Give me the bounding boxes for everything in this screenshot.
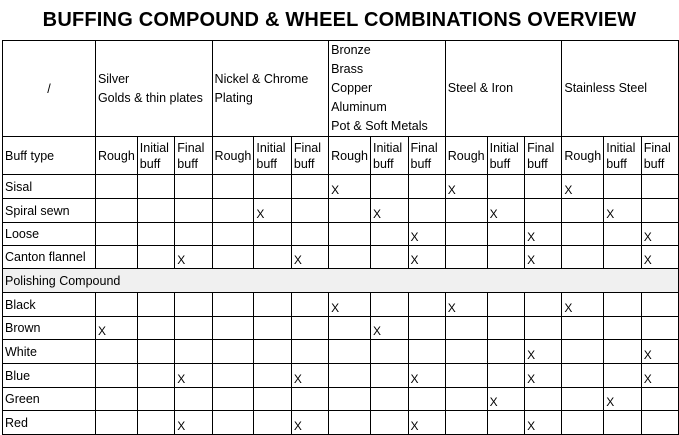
mark-cell bbox=[604, 364, 642, 388]
mark-cell bbox=[212, 223, 254, 246]
metal-name: Pot & Soft Metals bbox=[331, 119, 428, 133]
mark-cell bbox=[487, 293, 525, 317]
mark-cell bbox=[212, 388, 254, 411]
mark-cell bbox=[445, 364, 487, 388]
section-row bbox=[3, 269, 679, 293]
row-label: Loose bbox=[3, 223, 96, 246]
mark-cell bbox=[604, 223, 642, 246]
mark-cell bbox=[175, 223, 212, 246]
metal-name: Stainless Steel bbox=[564, 81, 648, 95]
mark-cell: X bbox=[562, 293, 604, 317]
mark-cell bbox=[562, 317, 604, 340]
table-row bbox=[3, 246, 679, 269]
mark-cell bbox=[329, 364, 371, 388]
mark-cell bbox=[562, 223, 604, 246]
metal-group-header bbox=[445, 41, 562, 137]
mark-cell bbox=[525, 388, 562, 411]
mark-cell bbox=[291, 175, 328, 199]
mark-cell bbox=[254, 411, 292, 435]
mark-cell: X bbox=[408, 411, 445, 435]
mark-cell bbox=[371, 293, 409, 317]
mark-cell bbox=[371, 175, 409, 199]
mark-cell: X bbox=[291, 364, 328, 388]
mark-cell bbox=[371, 340, 409, 364]
mark-cell bbox=[445, 388, 487, 411]
mark-cell bbox=[487, 175, 525, 199]
mark-cell: X bbox=[525, 340, 562, 364]
mark-cell bbox=[371, 411, 409, 435]
mark-cell bbox=[487, 223, 525, 246]
table-row bbox=[3, 223, 679, 246]
mark-cell bbox=[604, 340, 642, 364]
combination-table bbox=[2, 40, 679, 435]
row-label: Blue bbox=[3, 364, 96, 388]
mark-cell bbox=[137, 411, 175, 435]
mark-cell bbox=[175, 199, 212, 223]
mark-cell bbox=[291, 388, 328, 411]
mark-cell bbox=[137, 175, 175, 199]
mark-cell bbox=[212, 175, 254, 199]
metal-name: Bronze bbox=[331, 43, 371, 57]
stage-label: Initial buff bbox=[604, 137, 642, 175]
page-title: BUFFING COMPOUND & WHEEL COMBINATIONS OVERVIEW bbox=[42, 9, 637, 31]
mark-cell bbox=[137, 340, 175, 364]
table-row bbox=[3, 293, 679, 317]
mark-cell bbox=[562, 246, 604, 269]
buff-type-label: Buff type bbox=[3, 137, 96, 175]
mark-cell bbox=[445, 199, 487, 223]
mark-cell: X bbox=[408, 223, 445, 246]
mark-cell bbox=[175, 175, 212, 199]
mark-cell bbox=[212, 293, 254, 317]
mark-cell bbox=[408, 340, 445, 364]
mark-cell bbox=[137, 223, 175, 246]
mark-cell bbox=[175, 317, 212, 340]
row-label: Black bbox=[3, 293, 96, 317]
row-label: Red bbox=[3, 411, 96, 435]
table-row bbox=[3, 411, 679, 435]
mark-cell bbox=[371, 364, 409, 388]
stage-label: Initial buff bbox=[371, 137, 409, 175]
mark-cell: X bbox=[371, 317, 409, 340]
row-label: Canton flannel bbox=[3, 246, 96, 269]
mark-cell: X bbox=[445, 175, 487, 199]
mark-cell bbox=[329, 340, 371, 364]
mark-cell bbox=[371, 223, 409, 246]
mark-cell bbox=[641, 293, 678, 317]
table-row bbox=[3, 388, 679, 411]
mark-cell: X bbox=[291, 411, 328, 435]
mark-cell bbox=[95, 411, 137, 435]
mark-cell bbox=[137, 317, 175, 340]
mark-cell bbox=[137, 364, 175, 388]
metal-name: Nickel & Chrome bbox=[214, 71, 309, 86]
mark-cell bbox=[604, 246, 642, 269]
mark-cell bbox=[562, 364, 604, 388]
mark-cell bbox=[604, 411, 642, 435]
mark-cell bbox=[95, 246, 137, 269]
mark-cell bbox=[254, 340, 292, 364]
metal-name: Steel & Iron bbox=[447, 81, 514, 95]
row-label: White bbox=[3, 340, 96, 364]
mark-cell bbox=[254, 246, 292, 269]
mark-cell: X bbox=[175, 246, 212, 269]
mark-cell bbox=[371, 246, 409, 269]
mark-cell: X bbox=[604, 199, 642, 223]
mark-cell bbox=[329, 411, 371, 435]
mark-cell: X bbox=[641, 364, 678, 388]
mark-cell bbox=[291, 199, 328, 223]
stage-label: Final buff bbox=[525, 137, 562, 175]
mark-cell bbox=[254, 175, 292, 199]
mark-cell bbox=[212, 364, 254, 388]
mark-cell bbox=[291, 340, 328, 364]
mark-cell: X bbox=[604, 388, 642, 411]
metal-group-header bbox=[329, 41, 446, 137]
metal-name: Aluminum bbox=[331, 100, 387, 114]
table-row bbox=[3, 199, 679, 223]
mark-cell bbox=[95, 388, 137, 411]
mark-cell bbox=[329, 223, 371, 246]
mark-cell bbox=[487, 364, 525, 388]
mark-cell bbox=[254, 317, 292, 340]
mark-cell bbox=[641, 317, 678, 340]
corner-cell: / bbox=[3, 41, 96, 137]
mark-cell bbox=[562, 411, 604, 435]
metal-group-header bbox=[95, 41, 212, 137]
metal-group-header bbox=[212, 41, 329, 137]
mark-cell bbox=[329, 317, 371, 340]
mark-cell bbox=[525, 317, 562, 340]
stage-label: Final buff bbox=[175, 137, 212, 175]
mark-cell bbox=[291, 223, 328, 246]
mark-cell bbox=[212, 340, 254, 364]
mark-cell bbox=[487, 411, 525, 435]
mark-cell bbox=[525, 293, 562, 317]
mark-cell bbox=[408, 293, 445, 317]
mark-cell: X bbox=[329, 175, 371, 199]
mark-cell bbox=[641, 411, 678, 435]
metal-header-row bbox=[3, 41, 679, 137]
mark-cell: X bbox=[525, 411, 562, 435]
mark-cell bbox=[604, 175, 642, 199]
mark-cell bbox=[408, 317, 445, 340]
mark-cell bbox=[445, 317, 487, 340]
mark-cell bbox=[137, 388, 175, 411]
stage-header-row bbox=[3, 137, 679, 175]
stage-label: Rough bbox=[212, 137, 254, 175]
mark-cell: X bbox=[291, 246, 328, 269]
mark-cell: X bbox=[445, 293, 487, 317]
mark-cell: X bbox=[562, 175, 604, 199]
mark-cell: X bbox=[641, 246, 678, 269]
mark-cell bbox=[525, 199, 562, 223]
mark-cell bbox=[212, 199, 254, 223]
mark-cell bbox=[445, 411, 487, 435]
mark-cell: X bbox=[525, 364, 562, 388]
table-row bbox=[3, 364, 679, 388]
row-label: Brown bbox=[3, 317, 96, 340]
mark-cell bbox=[562, 388, 604, 411]
section-label: Polishing Compound bbox=[3, 269, 679, 293]
stage-label: Final buff bbox=[291, 137, 328, 175]
mark-cell bbox=[445, 223, 487, 246]
mark-cell bbox=[175, 340, 212, 364]
mark-cell bbox=[487, 317, 525, 340]
mark-cell bbox=[525, 175, 562, 199]
mark-cell: X bbox=[95, 317, 137, 340]
mark-cell bbox=[445, 340, 487, 364]
stage-label: Final buff bbox=[408, 137, 445, 175]
row-label: Green bbox=[3, 388, 96, 411]
mark-cell bbox=[175, 293, 212, 317]
metal-name: Golds & thin plates bbox=[97, 90, 203, 105]
mark-cell bbox=[291, 317, 328, 340]
mark-cell: X bbox=[641, 340, 678, 364]
mark-cell: X bbox=[487, 199, 525, 223]
mark-cell bbox=[254, 293, 292, 317]
mark-cell bbox=[95, 223, 137, 246]
mark-cell bbox=[562, 340, 604, 364]
mark-cell bbox=[604, 317, 642, 340]
mark-cell bbox=[254, 223, 292, 246]
mark-cell bbox=[408, 199, 445, 223]
mark-cell bbox=[487, 340, 525, 364]
metal-name: Copper bbox=[331, 81, 373, 95]
metal-name: Plating bbox=[214, 90, 253, 105]
mark-cell bbox=[212, 317, 254, 340]
mark-cell: X bbox=[175, 364, 212, 388]
mark-cell: X bbox=[408, 246, 445, 269]
mark-cell: X bbox=[254, 199, 292, 223]
mark-cell: X bbox=[487, 388, 525, 411]
mark-cell bbox=[137, 293, 175, 317]
mark-cell: X bbox=[329, 293, 371, 317]
mark-cell bbox=[641, 388, 678, 411]
row-label: Spiral sewn bbox=[3, 199, 96, 223]
mark-cell bbox=[95, 175, 137, 199]
mark-cell bbox=[95, 199, 137, 223]
table-row bbox=[3, 175, 679, 199]
mark-cell bbox=[487, 246, 525, 269]
mark-cell bbox=[562, 199, 604, 223]
stage-label: Initial buff bbox=[254, 137, 292, 175]
mark-cell bbox=[329, 246, 371, 269]
mark-cell: X bbox=[525, 246, 562, 269]
table-row bbox=[3, 340, 679, 364]
mark-cell bbox=[254, 364, 292, 388]
stage-label: Rough bbox=[95, 137, 137, 175]
metal-name: Brass bbox=[331, 62, 364, 76]
mark-cell bbox=[641, 175, 678, 199]
mark-cell bbox=[291, 293, 328, 317]
stage-label: Rough bbox=[562, 137, 604, 175]
mark-cell bbox=[371, 388, 409, 411]
stage-label: Final buff bbox=[641, 137, 678, 175]
stage-label: Rough bbox=[329, 137, 371, 175]
mark-cell: X bbox=[525, 223, 562, 246]
mark-cell bbox=[212, 246, 254, 269]
mark-cell bbox=[95, 340, 137, 364]
mark-cell: X bbox=[641, 223, 678, 246]
mark-cell: X bbox=[175, 411, 212, 435]
row-label: Sisal bbox=[3, 175, 96, 199]
mark-cell bbox=[604, 293, 642, 317]
mark-cell bbox=[408, 388, 445, 411]
table-row bbox=[3, 317, 679, 340]
mark-cell bbox=[137, 199, 175, 223]
mark-cell bbox=[254, 388, 292, 411]
metal-name: Silver bbox=[97, 71, 130, 86]
mark-cell bbox=[641, 199, 678, 223]
metal-group-header bbox=[562, 41, 679, 137]
mark-cell bbox=[212, 411, 254, 435]
mark-cell bbox=[175, 388, 212, 411]
mark-cell bbox=[445, 246, 487, 269]
stage-label: Initial buff bbox=[487, 137, 525, 175]
mark-cell bbox=[329, 199, 371, 223]
mark-cell bbox=[95, 364, 137, 388]
mark-cell: X bbox=[408, 364, 445, 388]
stage-label: Initial buff bbox=[137, 137, 175, 175]
mark-cell: X bbox=[371, 199, 409, 223]
mark-cell bbox=[95, 293, 137, 317]
mark-cell bbox=[137, 246, 175, 269]
stage-label: Rough bbox=[445, 137, 487, 175]
mark-cell bbox=[408, 175, 445, 199]
mark-cell bbox=[329, 388, 371, 411]
